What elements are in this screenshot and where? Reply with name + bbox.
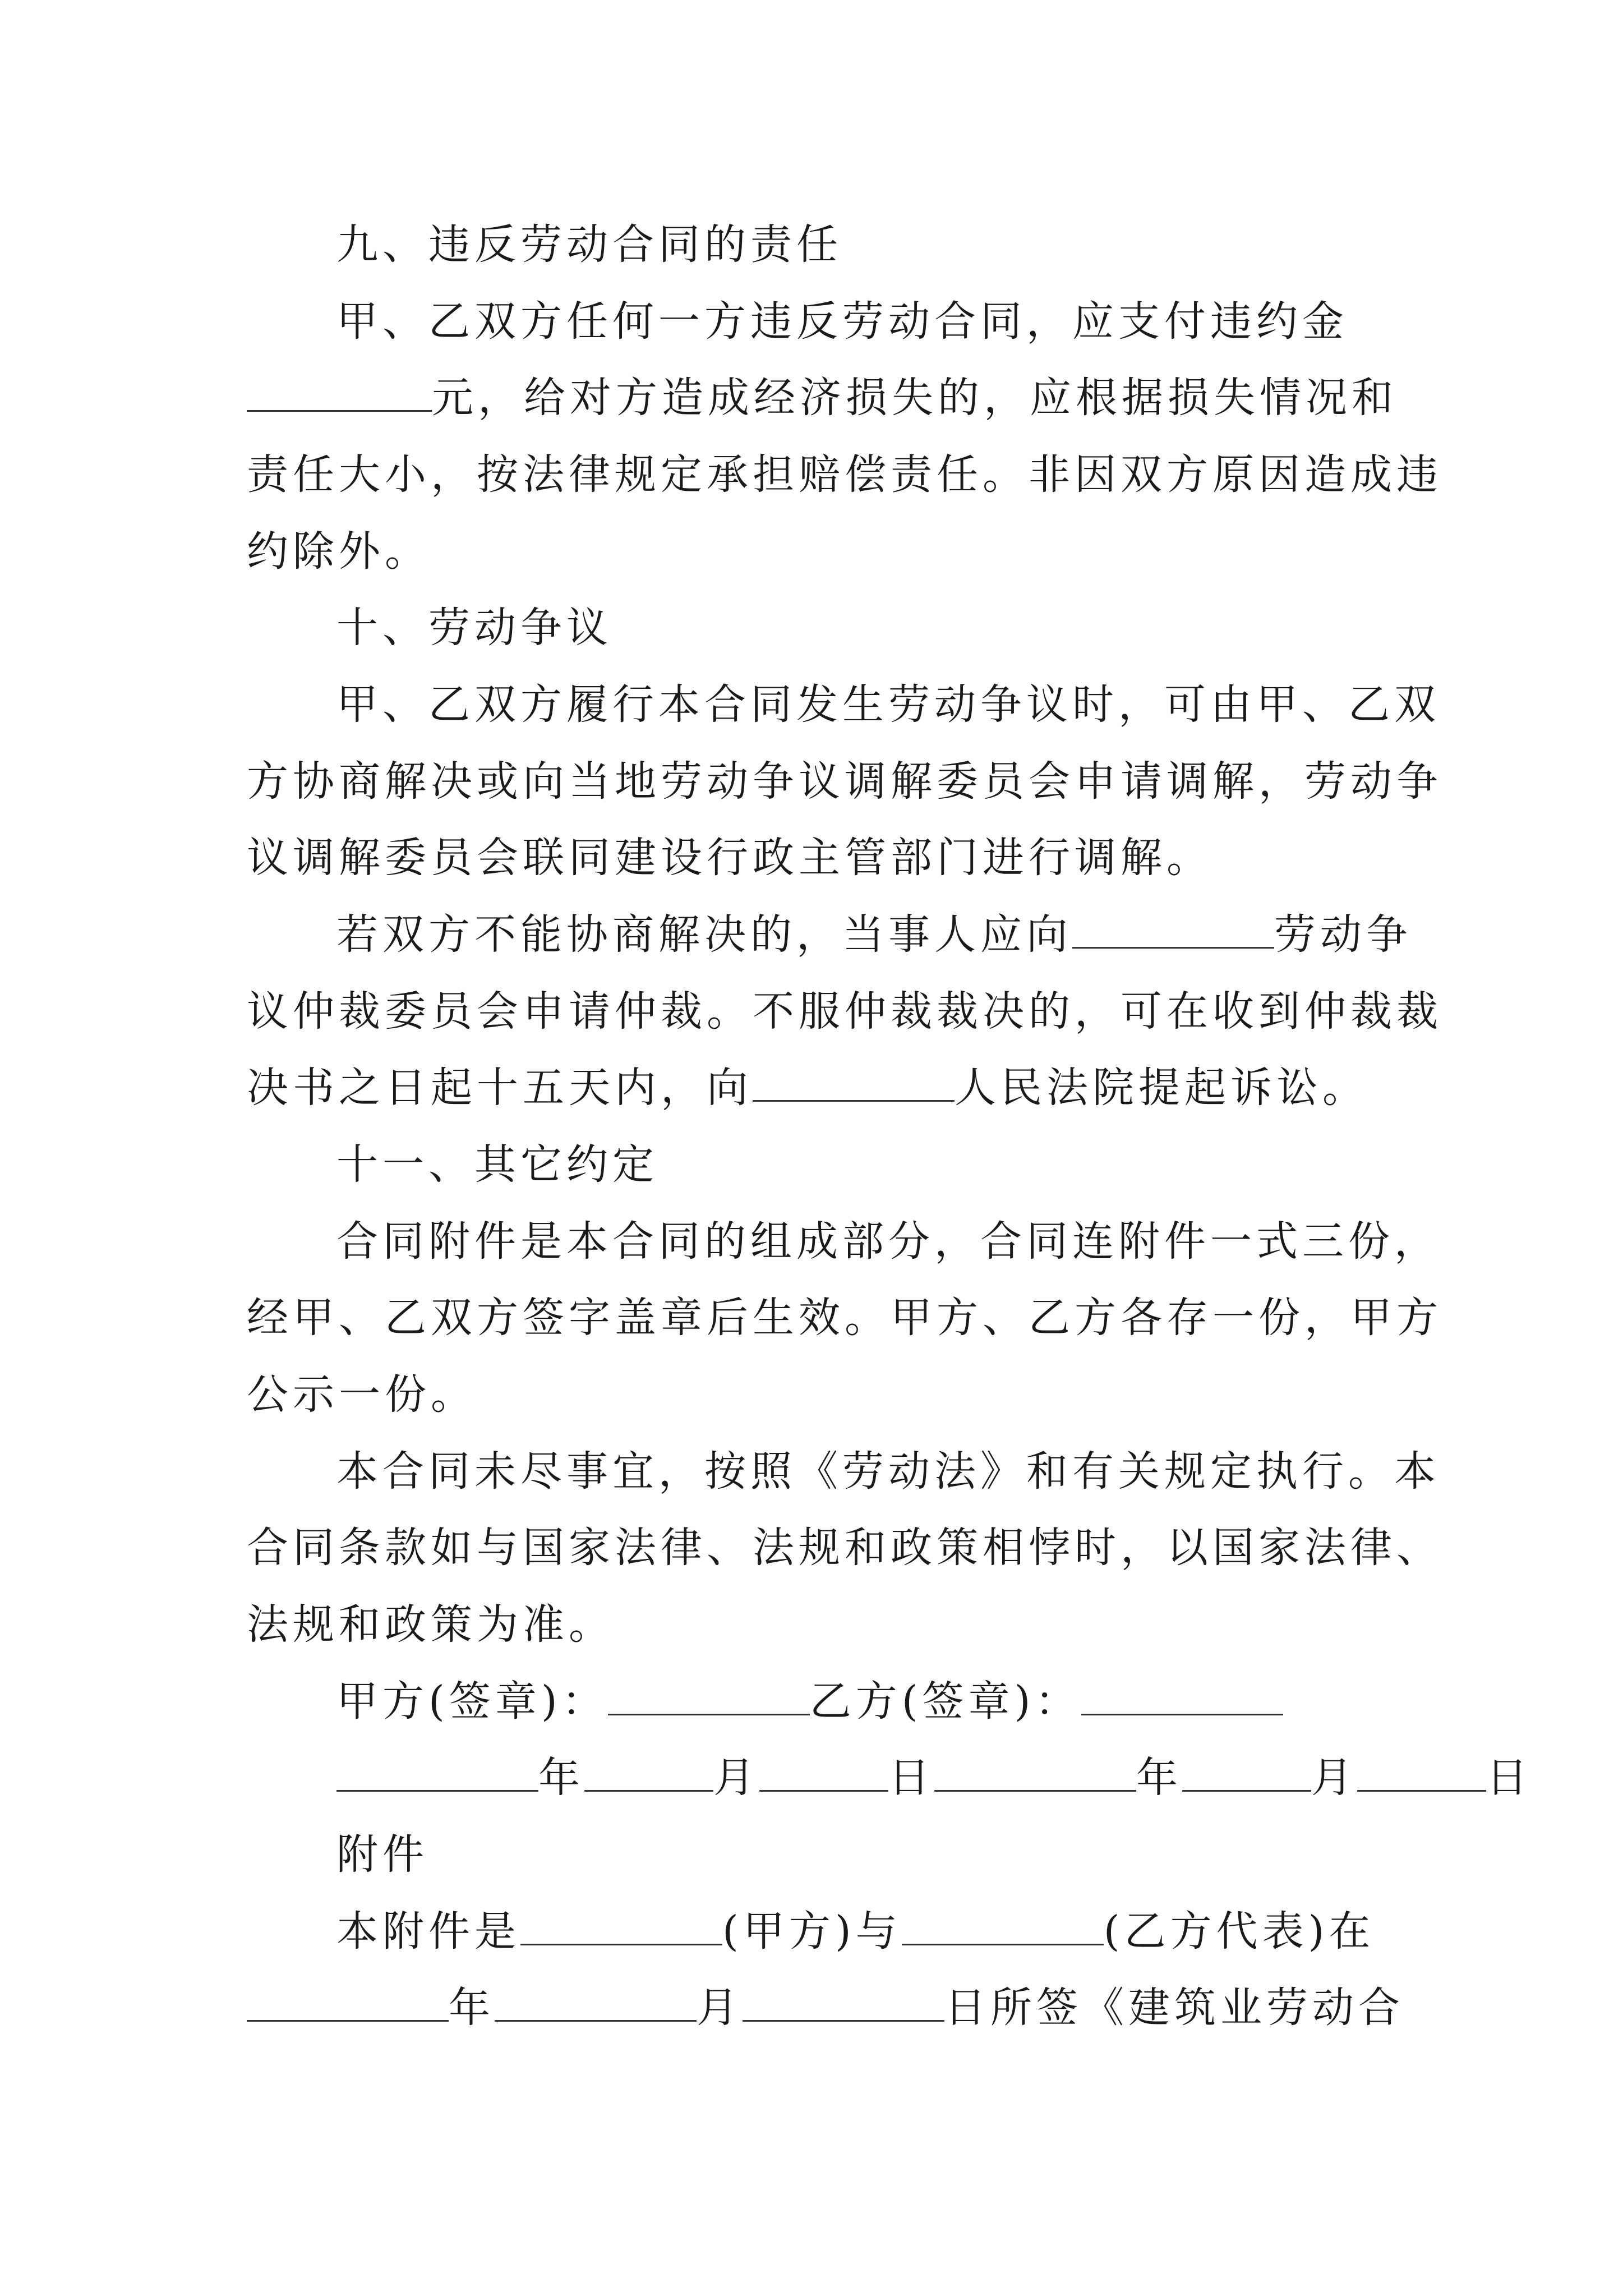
party-a-day-field[interactable] — [759, 1743, 888, 1792]
year-label: 年 — [1136, 1754, 1182, 1802]
section-heading-11 — [336, 1126, 1514, 1203]
text-run: 法规和政策为准。 — [247, 1600, 615, 1649]
annex-heading — [336, 1816, 1514, 1893]
month-label: 月 — [1311, 1754, 1357, 1802]
text-run: 决书之日起十五天内，向 — [247, 1064, 753, 1112]
blank-field[interactable] — [753, 1053, 955, 1102]
party-b-day-field[interactable] — [1357, 1743, 1486, 1792]
text-run: 议调解委员会联同建设行政主管部门进行调解。 — [247, 834, 1212, 882]
heading-text: 附件 — [336, 1830, 428, 1879]
text-run: 议仲裁委员会申请仲裁。不服仲裁裁决的，可在收到仲裁裁 — [247, 987, 1442, 1036]
party-b-label: 乙方(签章)： — [809, 1677, 1081, 1726]
party-a-month-field[interactable] — [584, 1743, 713, 1792]
text-run: 合同条款如与国家法律、法规和政策相悖时，以国家法律、 — [247, 1524, 1442, 1572]
paragraph-line — [336, 666, 1514, 743]
text-run: (乙方代表)在 — [1103, 1907, 1375, 1955]
paragraph-line — [247, 1280, 1442, 1356]
blank-field[interactable] — [247, 363, 432, 412]
year-label: 年 — [538, 1754, 584, 1802]
month-label: 月 — [713, 1754, 759, 1802]
text-run: 人民法院提起诉讼。 — [955, 1064, 1368, 1112]
section-heading-10 — [336, 590, 1514, 666]
paragraph-line — [336, 1893, 1514, 1970]
party-b-month-field[interactable] — [1182, 1743, 1311, 1792]
text-run: 元，给对方造成经济损失的，应根据损失情况和 — [432, 374, 1398, 422]
paragraph-line — [247, 1970, 1424, 2046]
text-run: 责任大小，按法律规定承担赔偿责任。非因双方原因造成违 — [247, 450, 1442, 499]
party-b-signature-field[interactable] — [1081, 1667, 1283, 1715]
paragraph-line — [336, 1203, 1514, 1280]
text-run: 甲、乙双方履行本合同发生劳动争议时，可由甲、乙双 — [336, 680, 1440, 729]
party-b-year-field[interactable] — [934, 1743, 1136, 1792]
text-run: 年 — [449, 1984, 495, 2032]
paragraph-line — [247, 360, 1424, 436]
heading-text: 九、违反劳动合同的责任 — [336, 220, 842, 269]
text-run: 合同附件是本合同的组成部分，合同连附件一式三份， — [336, 1217, 1440, 1266]
text-run: 经甲、乙双方签字盖章后生效。甲方、乙方各存一份，甲方 — [247, 1294, 1442, 1342]
text-run: 月 — [697, 1984, 743, 2032]
text-run: 本附件是 — [336, 1907, 520, 1955]
annex-month-field[interactable] — [495, 1973, 697, 2022]
signature-date-line — [336, 1740, 1532, 1816]
paragraph-line — [247, 1510, 1442, 1586]
paragraph-line — [336, 283, 1514, 360]
heading-text: 十、劳动争议 — [336, 604, 612, 652]
heading-text: 十一、其它约定 — [336, 1140, 658, 1189]
party-a-year-field[interactable] — [336, 1743, 538, 1792]
party-a-signature-field[interactable] — [608, 1667, 810, 1715]
paragraph-line — [247, 973, 1442, 1050]
annex-year-field[interactable] — [247, 1973, 449, 2022]
text-run: 约除外。 — [247, 527, 431, 576]
section-heading-9 — [336, 206, 1514, 283]
paragraph-line — [247, 820, 1424, 896]
text-run: 方协商解决或向当地劳动争议调解委员会申请调解，劳动争 — [247, 757, 1442, 806]
day-label: 日 — [888, 1754, 934, 1802]
paragraph-line — [247, 513, 1424, 590]
text-run: 本合同未尽事宜，按照《劳动法》和有关规定执行。本 — [336, 1447, 1440, 1496]
blank-field[interactable] — [1072, 900, 1274, 949]
paragraph-line — [247, 1356, 1424, 1433]
text-run: 日所签《建筑业劳动合 — [944, 1984, 1404, 2032]
party-a-name-field[interactable] — [520, 1897, 722, 1945]
party-a-label: 甲方(签章)： — [336, 1677, 608, 1726]
paragraph-line — [247, 1586, 1424, 1663]
text-run: (甲方)与 — [722, 1907, 902, 1955]
text-run: 公示一份。 — [247, 1370, 477, 1419]
paragraph-line — [247, 436, 1442, 513]
text-run: 若双方不能协商解决的，当事人应向 — [336, 910, 1072, 959]
annex-day-field[interactable] — [743, 1973, 944, 2022]
party-b-name-field[interactable] — [902, 1897, 1104, 1945]
paragraph-line — [247, 1050, 1424, 1126]
day-label: 日 — [1486, 1754, 1532, 1802]
signature-line — [336, 1663, 1514, 1740]
paragraph-line — [247, 743, 1442, 820]
text-run: 甲、乙双方任何一方违反劳动合同，应支付违约金 — [336, 297, 1348, 346]
paragraph-line — [336, 896, 1514, 973]
paragraph-line — [336, 1433, 1514, 1510]
text-run: 劳动争 — [1274, 910, 1412, 959]
